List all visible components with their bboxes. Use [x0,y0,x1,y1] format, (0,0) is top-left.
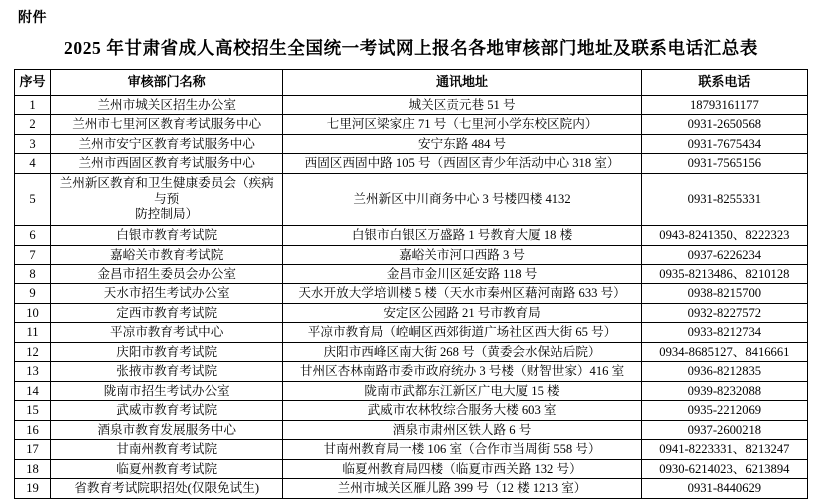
cell-department [51,173,283,225]
table-row [15,284,808,303]
cell-department: 兰州市西固区教育考试服务中心 [51,154,283,173]
cell-department: 天水市招生考试办公室 [51,284,283,303]
cell-address: 武威市农林牧综合服务大楼 603 室 [283,401,641,420]
cell-address: 金昌市金川区延安路 118 号 [283,265,641,284]
cell-department: 白银市教育考试院 [51,226,283,245]
cell-address: 嘉峪关市河口西路 3 号 [283,245,641,264]
cell-address: 兰州新区中川商务中心 3 号楼四楼 4132 [283,173,641,225]
table-row [15,303,808,322]
cell-telephone: 18793161177 [641,96,807,115]
cell-index: 5 [15,173,51,225]
cell-department: 陇南市招生考试办公室 [51,381,283,400]
cell-index: 9 [15,284,51,303]
table-row [15,134,808,153]
cell-address: 陇南市武都东江新区广电大厦 15 楼 [283,381,641,400]
cell-index: 10 [15,303,51,322]
cell-telephone: 0943-8241350、8222323 [641,226,807,245]
cell-telephone: 0931-7675434 [641,134,807,153]
cell-department: 定西市教育考试院 [51,303,283,322]
cell-telephone: 0932-8227572 [641,303,807,322]
cell-address: 平凉市教育局（崆峒区西郊街道广场社区西大街 65 号） [283,323,641,342]
table-row [15,245,808,264]
cell-telephone: 0931-7565156 [641,154,807,173]
cell-telephone: 0935-8213486、8210128 [641,265,807,284]
column-header-department: 审核部门名称 [51,70,283,96]
cell-department: 兰州市安宁区教育考试服务中心 [51,134,283,153]
attachment-label: 附件 [18,9,47,25]
cell-department: 酒泉市教育发展服务中心 [51,420,283,439]
column-header-index: 序号 [15,70,51,96]
table-row [15,265,808,284]
cell-department-line1: 兰州新区教育和卫生健康委员会（疾病与预 [59,175,274,206]
cell-telephone: 0931-8255331 [641,173,807,225]
cell-telephone: 0934-8685127、8416661 [641,342,807,361]
cell-index: 17 [15,440,51,459]
table-row [15,479,808,498]
cell-telephone: 0937-6226234 [641,245,807,264]
table-row [15,96,808,115]
table-body [15,96,808,499]
table-row [15,115,808,134]
cell-telephone: 0931-8440629 [641,479,807,498]
document-page [0,7,822,496]
cell-address: 安宁东路 484 号 [283,134,641,153]
cell-index: 12 [15,342,51,361]
cell-index: 15 [15,401,51,420]
table-row [15,323,808,342]
cell-telephone: 0941-8223331、8213247 [641,440,807,459]
table-row [15,420,808,439]
cell-index: 19 [15,479,51,498]
cell-address: 兰州市城关区雁儿路 399 号（12 楼 1213 室） [283,479,641,498]
cell-index: 7 [15,245,51,264]
cell-telephone: 0933-8212734 [641,323,807,342]
cell-address: 庆阳市西峰区南大街 268 号（黄委会水保站后院） [283,342,641,361]
cell-address: 甘州区杏林南路市委市政府统办 3 号楼（财智世家）416 室 [283,362,641,381]
cell-index: 1 [15,96,51,115]
cell-index: 2 [15,115,51,134]
contact-table [14,69,808,499]
cell-telephone: 0931-2650568 [641,115,807,134]
cell-department: 平凉市教育考试中心 [51,323,283,342]
cell-department: 嘉峪关市教育考试院 [51,245,283,264]
cell-address: 安定区公园路 21 号市教育局 [283,303,641,322]
cell-telephone: 0937-2600218 [641,420,807,439]
cell-index: 13 [15,362,51,381]
cell-telephone: 0936-8212835 [641,362,807,381]
table-row [15,342,808,361]
cell-index: 16 [15,420,51,439]
cell-index: 3 [15,134,51,153]
cell-address: 城关区贡元巷 51 号 [283,96,641,115]
table-row [15,440,808,459]
cell-telephone: 0935-2212069 [641,401,807,420]
cell-index: 18 [15,459,51,478]
cell-department: 兰州市七里河区教育考试服务中心 [51,115,283,134]
cell-address: 天水开放大学培训楼 5 楼（天水市秦州区藉河南路 633 号） [283,284,641,303]
cell-telephone: 0930-6214023、6213894 [641,459,807,478]
cell-telephone: 0939-8232088 [641,381,807,400]
cell-index: 8 [15,265,51,284]
cell-address: 西固区西固中路 105 号（西固区青少年活动中心 318 室） [283,154,641,173]
table-row [15,459,808,478]
cell-telephone: 0938-8215700 [641,284,807,303]
cell-address: 酒泉市肃州区铁人路 6 号 [283,420,641,439]
cell-address: 临夏州教育局四楼（临夏市西关路 132 号） [283,459,641,478]
cell-address: 白银市白银区万盛路 1 号教育大厦 18 楼 [283,226,641,245]
cell-department-line2: 防控制局） [135,207,199,222]
cell-department: 兰州市城关区招生办公室 [51,96,283,115]
cell-department: 张掖市教育考试院 [51,362,283,381]
cell-department: 甘南州教育考试院 [51,440,283,459]
table-row [15,173,808,225]
cell-address: 七里河区梁家庄 71 号（七里河小学东校区院内） [283,115,641,134]
column-header-address: 通讯地址 [283,70,641,96]
cell-address: 甘南州教育局一楼 106 室（合作市当周街 558 号） [283,440,641,459]
table-row [15,381,808,400]
cell-department: 金昌市招生委员会办公室 [51,265,283,284]
cell-index: 6 [15,226,51,245]
table-row [15,401,808,420]
table-header-row [15,70,808,96]
table-row [15,226,808,245]
cell-department: 庆阳市教育考试院 [51,342,283,361]
cell-department: 临夏州教育考试院 [51,459,283,478]
column-header-telephone: 联系电话 [641,70,807,96]
table-row [15,154,808,173]
cell-index: 4 [15,154,51,173]
cell-index: 11 [15,323,51,342]
table-row [15,362,808,381]
cell-index: 14 [15,381,51,400]
page-title: 2025 年甘肃省成人高校招生全国统一考试网上报名各地审核部门地址及联系电话汇总表 [64,38,758,58]
cell-department: 武威市教育考试院 [51,401,283,420]
cell-department: 省教育考试院职招处(仅限免试生) [51,479,283,498]
